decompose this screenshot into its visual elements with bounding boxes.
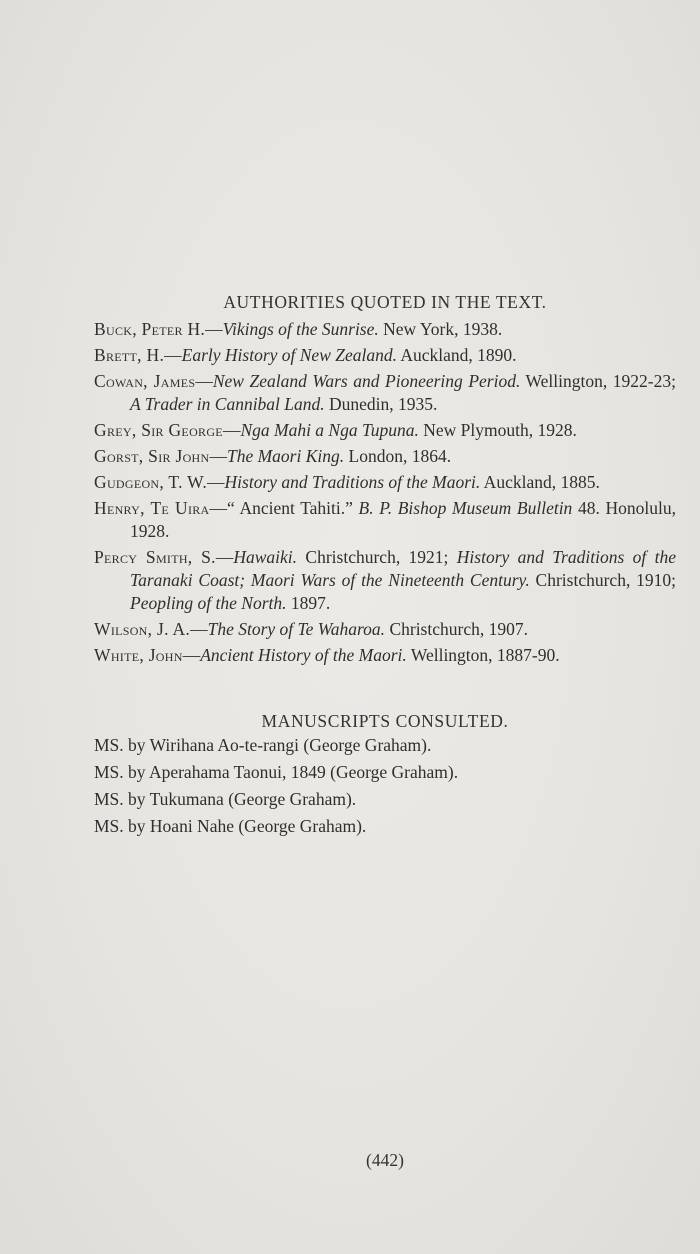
bibliography-entry: Henry, Te Uira—“ Ancient Tahiti.” B. P. Bishop Museum Bulletin 48. Honolulu, 1928. [94, 498, 676, 541]
page-number: (442) [366, 1150, 404, 1170]
bibliography-entry: Cowan, James—New Zealand Wars and Pioneering Period. Wellington, 1922-23; A Trader in Cannibal Land. Dunedin, 1935. [94, 371, 676, 414]
manuscripts-list [94, 734, 676, 842]
authorities-list [94, 318, 676, 670]
bibliography-entry: Buck, Peter H.—Vikings of the Sunrise. New York, 1938. [94, 319, 503, 339]
bibliography-entry: Percy Smith, S.—Hawaiki. Christchurch, 1921; History and Traditions of the Taranaki Coast; Maori Wars of the Nineteenth Century. Christchurch, 1910; Peopling of the North. 1897. [94, 547, 677, 613]
manuscript-item: MS. by Wirihana Ao-te-rangi (George Graham). [94, 735, 432, 755]
bibliography-entry: Grey, Sir George—Nga Mahi a Nga Tupuna. New Plymouth, 1928. [94, 420, 577, 440]
bibliography-entry: Gorst, Sir John—The Maori King. London, 1864. [94, 446, 452, 466]
bibliography-entry: White, John—Ancient History of the Maori. Wellington, 1887-90. [94, 645, 560, 665]
manuscript-item: MS. by Hoani Nahe (George Graham). [94, 816, 367, 836]
authorities-heading: AUTHORITIES QUOTED IN THE TEXT. [223, 292, 547, 312]
manuscript-item: MS. by Tukumana (George Graham). [94, 789, 357, 809]
bibliography-entry: Gudgeon, T. W.—History and Traditions of the Maori. Auckland, 1885. [94, 472, 600, 492]
manuscripts-heading: MANUSCRIPTS CONSULTED. [261, 711, 509, 731]
bibliography-entry: Brett, H.—Early History of New Zealand. Auckland, 1890. [94, 345, 517, 365]
bibliography-entry: Wilson, J. A.—The Story of Te Waharoa. Christchurch, 1907. [94, 619, 528, 639]
manuscript-item: MS. by Aperahama Taonui, 1849 (George Graham). [94, 762, 459, 782]
